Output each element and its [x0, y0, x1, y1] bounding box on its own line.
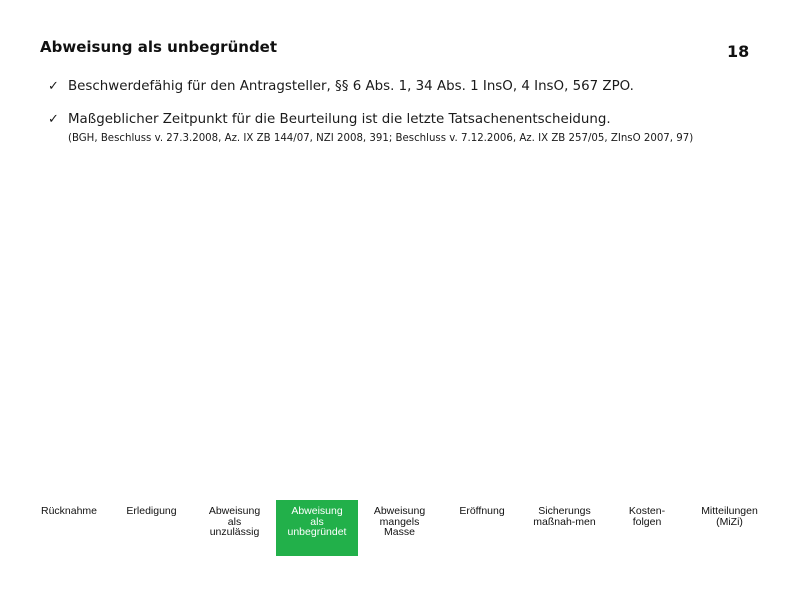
nav-item-label: unbegründet: [287, 526, 347, 538]
check-icon: ✓: [48, 112, 59, 127]
nav-item-erledigung[interactable]: [110, 500, 193, 556]
nav-item-label: Eröffnung: [459, 505, 505, 517]
bottom-navigation: [28, 500, 788, 556]
bullet-decisive-time: [48, 112, 611, 127]
nav-item-eroeffnung[interactable]: [441, 500, 523, 556]
nav-item-label: folgen: [632, 515, 662, 528]
nav-item-label: Rücknahme: [40, 505, 98, 517]
bullet-text: Beschwerdefähig für den Antragsteller, §§ 6 Abs. 1, 34 Abs. 1 InsO, 4 InsO, 567 ZPO.: [68, 79, 634, 94]
nav-item-abweisung-mangels-masse[interactable]: [358, 500, 441, 556]
nav-item-label: mangels: [379, 515, 420, 528]
nav-item-mitteilungen[interactable]: [688, 500, 771, 556]
nav-item-abweisung-unzulaessig[interactable]: [193, 500, 276, 556]
nav-item-ruecknahme[interactable]: [28, 500, 110, 556]
nav-item-label: unzulässig: [209, 526, 260, 538]
nav-item-label: Abweisung: [208, 505, 261, 517]
nav-item-label: Erledigung: [126, 505, 177, 517]
bullet-text: Maßgeblicher Zeitpunkt für die Beurteilung ist die letzte Tatsachenentscheidung.: [68, 112, 611, 127]
nav-item-label: Sicherungs: [538, 505, 591, 517]
nav-item-sicherungsmassnahmen[interactable]: [523, 500, 606, 556]
slide-title: Abweisung als unbegründet: [40, 38, 278, 56]
nav-item-label: Abweisung: [291, 505, 343, 517]
check-icon: ✓: [48, 79, 59, 94]
page-number: 18: [727, 42, 750, 61]
nav-item-label: Abweisung: [373, 505, 426, 517]
nav-item-label: als: [310, 515, 324, 528]
nav-item-label: (MiZi): [716, 515, 743, 528]
nav-item-label: Mitteilungen: [701, 505, 758, 517]
case-citation: (BGH, Beschluss v. 27.3.2008, Az. IX ZB 144/07, NZI 2008, 391; Beschluss v. 7.12.2006, Az. IX ZB 257/05, ZInsO 2007, 97): [68, 133, 694, 144]
nav-item-label: als: [227, 515, 242, 528]
nav-item-abweisung-unbegruendet[interactable]: [276, 500, 358, 556]
nav-item-label: Kosten-: [628, 505, 666, 517]
bullet-appeal: [48, 79, 634, 94]
nav-item-label: maßnah-men: [533, 515, 596, 528]
nav-item-label: Masse: [384, 526, 415, 538]
nav-item-kostenfolgen[interactable]: [606, 500, 688, 556]
